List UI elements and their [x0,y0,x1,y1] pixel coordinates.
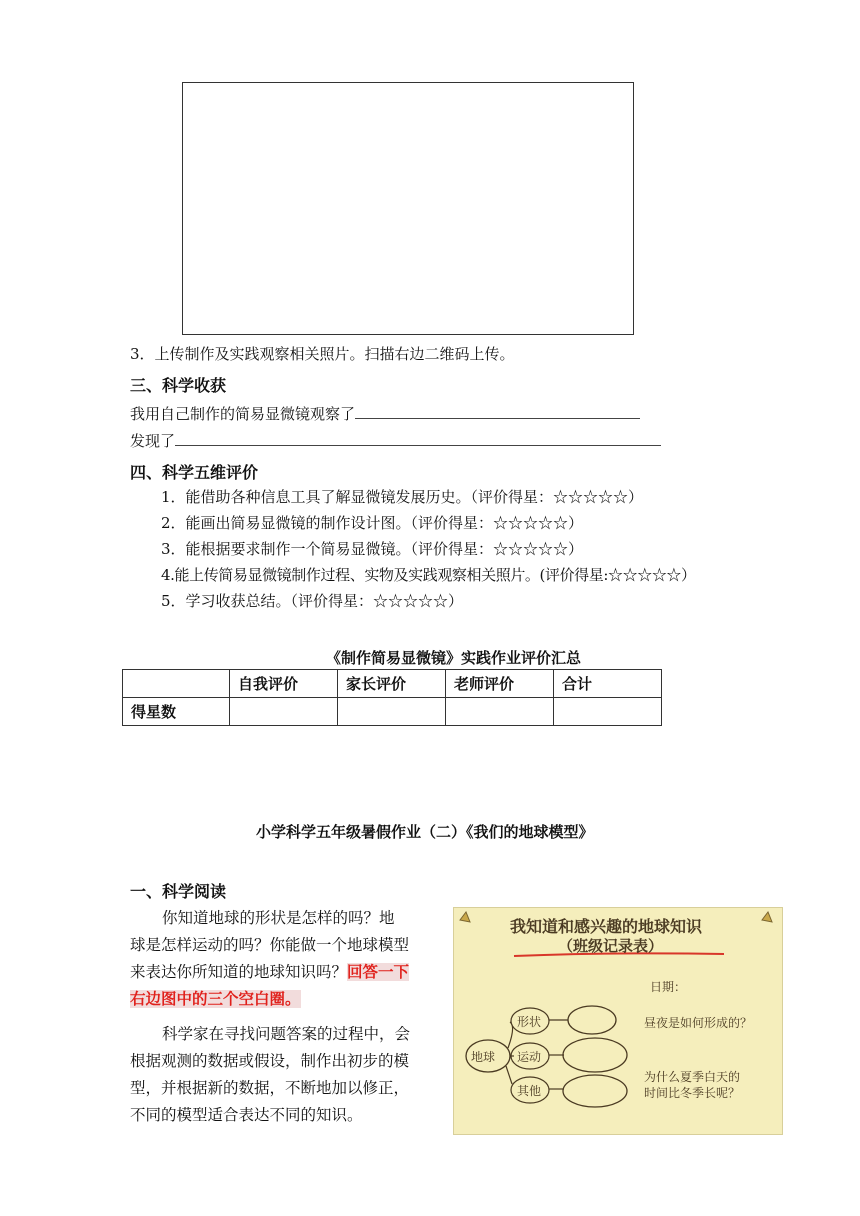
table-row-label: 得星数 [123,698,230,726]
figure-subtitle: （班级记录表） [558,937,664,955]
harvest-blank-2[interactable] [175,431,661,446]
branch-line [506,1066,512,1084]
reading-heading: 一、科学阅读 [130,882,227,901]
figure-center-label: 地球 [471,1050,496,1064]
para1-line: 你知道地球的形状是怎样的吗？地 [162,909,395,927]
part2-title: 小学科学五年级暑假作业（二）《我们的地球模型》 [256,823,594,841]
para1-line: 球是怎样运动的吗？你能做一个地球模型 [130,936,410,954]
blank-circle-2[interactable] [563,1038,627,1072]
blank-circle-1[interactable] [568,1006,616,1034]
upload-step: 3．上传制作及实践观察相关照片。扫描右边二维码上传。 [130,345,515,363]
earth-knowledge-figure [453,907,783,1135]
evaluation-item-5: 5．学习收获总结。（评价得星：☆☆☆☆☆） [161,592,464,610]
figure-date-label: 日期： [650,980,687,994]
table-header-teacher: 老师评价 [446,670,554,698]
para2-line: 型，并根据新的数据，不断地加以修正， [130,1079,410,1097]
harvest-heading: 三、科学收获 [130,376,227,395]
reading-paragraph-1 [130,905,442,1013]
red-highlight-a: 回答一下 [347,963,410,981]
pin-icon [762,912,772,922]
table-header-total: 合计 [554,670,662,698]
evaluation-item-4: 4.能上传简易显微镜制作过程、实物及实践观察相关照片。(评价得星:☆☆☆☆☆） [161,566,696,584]
table-row [123,670,662,698]
harvest-line-1-text: 我用自己制作的简易显微镜观察了 [130,405,356,423]
drawing-area[interactable] [182,82,634,335]
branch-label-shape: 形状 [517,1015,542,1029]
harvest-line-2 [130,430,661,451]
evaluation-heading: 四、科学五维评价 [130,463,259,482]
evaluation-item-1: 1．能借助各种信息工具了解显微镜发展历史。（评价得星：☆☆☆☆☆） [161,488,644,506]
summary-table [122,669,662,726]
harvest-line-1 [130,403,640,424]
table-cell-self[interactable] [230,698,338,726]
evaluation-item-3: 3．能根据要求制作一个简易显微镜。（评价得星：☆☆☆☆☆） [161,540,584,558]
para2-line: 不同的模型适合表达不同的知识。 [130,1106,363,1124]
harvest-blank-1[interactable] [355,404,640,419]
evaluation-item-2: 2．能画出简易显微镜的制作设计图。（评价得星：☆☆☆☆☆） [161,514,584,532]
table-cell-parent[interactable] [338,698,446,726]
reading-paragraph-2 [130,1021,442,1129]
table-cell-teacher[interactable] [446,698,554,726]
table-cell-total[interactable] [554,698,662,726]
harvest-line-2-text: 发现了 [130,432,176,450]
figure-question-2-line-1: 为什么夏季白天的 [644,1070,741,1084]
blank-circle-3[interactable] [563,1075,627,1107]
figure-question-2-line-2: 时间比冬季长呢？ [644,1086,741,1100]
para2-line: 科学家在寻找问题答案的过程中，会 [162,1025,411,1043]
red-highlight-b: 右边图中的三个空白圈。 [130,990,301,1008]
figure-title: 我知道和感兴趣的地球知识 [510,917,703,936]
para1-line: 来表达你所知道的地球知识吗？ [130,963,348,981]
table-header-cell [123,670,230,698]
summary-table-title: 《制作简易显微镜》实践作业评价汇总 [326,649,582,667]
table-header-self: 自我评价 [230,670,338,698]
para2-line: 根据观测的数据或假设，制作出初步的模 [130,1052,410,1070]
figure-question-1: 昼夜是如何形成的？ [644,1016,753,1030]
pin-icon [460,912,470,922]
branch-label-motion: 运动 [517,1050,542,1064]
branch-label-other: 其他 [517,1084,542,1098]
table-header-parent: 家长评价 [338,670,446,698]
table-row [123,698,662,726]
